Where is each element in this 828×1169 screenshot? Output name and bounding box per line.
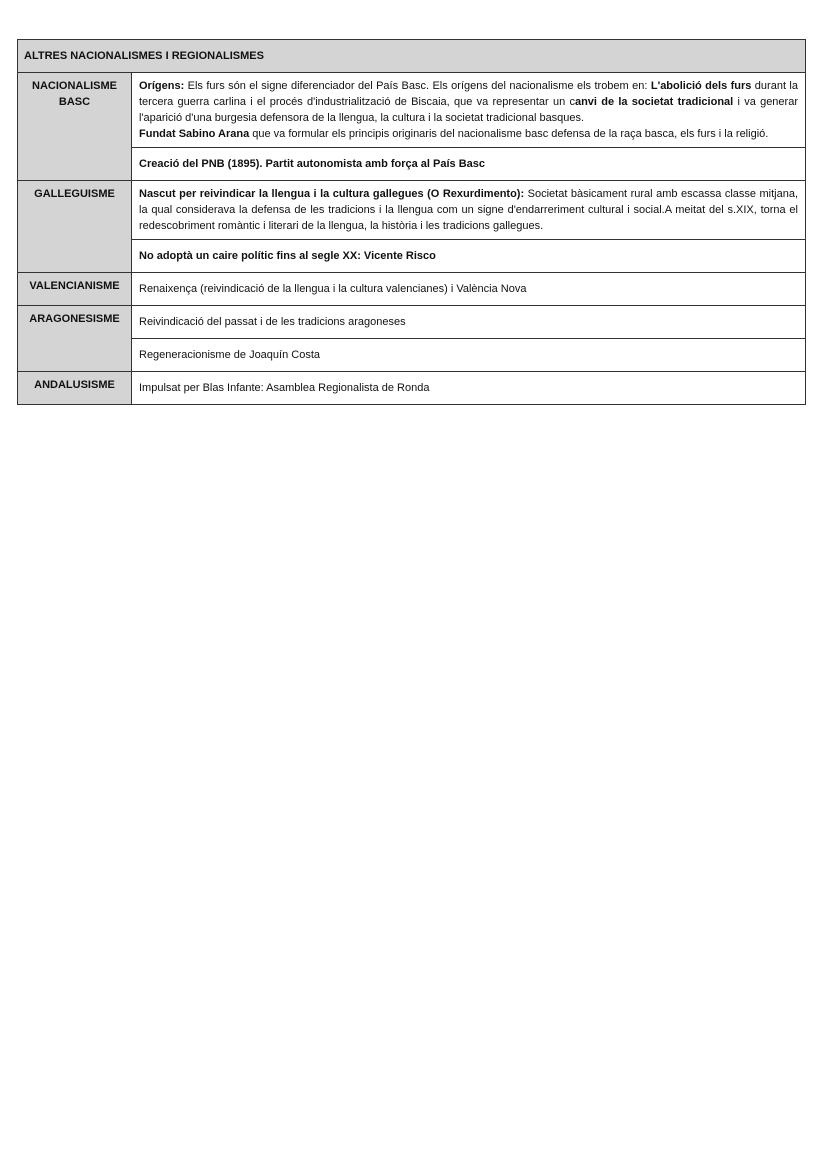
- table-header-row: [18, 40, 806, 73]
- table-row: [18, 372, 806, 405]
- andal-cell: Impulsat per Blas Infante: Asamblea Regionalista de Ronda: [132, 372, 806, 405]
- basc-founder-paragraph: [139, 126, 798, 142]
- bold-text: Nascut per reivindicar la llengua i la cultura gallegues (O Rexurdimento):: [139, 188, 525, 200]
- table-row: [18, 73, 806, 148]
- bold-text: No adoptà un caire polític fins al segle XX: Vicente Risco: [139, 250, 436, 262]
- table-row: [18, 273, 806, 306]
- row-label-aragonesisme: ARAGONESISME: [18, 306, 132, 372]
- text: Els furs són el signe diferenciador del País Basc. Els orígens del nacionalisme els trobem en:: [184, 80, 651, 92]
- arag-cell-2: Regeneracionisme de Joaquín Costa: [132, 339, 806, 372]
- bold-text: L'abolició dels furs: [650, 80, 752, 92]
- text: Societat bàsicament rural amb escassa classe mitjana, la qual considerava la defensa de les tradicions i la llengua com un signe d'endarreriment cultural i social.A meitat del s.XIX, torna el redescobriment romàntic i literari de la llengua, la història i les tradicions gallegues.: [139, 188, 799, 232]
- valenc-cell: Renaixença (reivindicació de la llengua i la cultura valencianes) i València Nova: [132, 273, 806, 306]
- text: i va generar l'aparició d'una burgesia defensora de la llengua, la cultura i la societat tradicional basques.: [139, 96, 798, 124]
- bold-text: Orígens:: [139, 80, 185, 92]
- text: durant la tercera guerra carlina i el procés d'industrialització de Biscaia, que va representar un c: [139, 80, 798, 108]
- basc-origins-cell: [132, 73, 806, 148]
- row-label-basc: NACIONALISME BASC: [18, 73, 132, 181]
- row-label-galleguisme: GALLEGUISME: [18, 181, 132, 273]
- regionalisms-table: [17, 39, 806, 405]
- table-row: [18, 306, 806, 339]
- bold-text: Creació del PNB (1895). Partit autonomista amb força al País Basc: [139, 158, 486, 170]
- table-title: ALTRES NACIONALISMES I REGIONALISMES: [18, 40, 806, 73]
- text: que va formular els principis originaris del nacionalisme basc defensa de la raça basca, els furs i la religió.: [249, 128, 769, 140]
- table-row: [18, 148, 806, 181]
- arag-cell-1: Reivindicació del passat i de les tradicions aragoneses: [132, 306, 806, 339]
- row-label-valencianisme: VALENCIANISME: [18, 273, 132, 306]
- galleg-origins-cell: [132, 181, 806, 240]
- row-label-andalusisme: ANDALUSISME: [18, 372, 132, 405]
- table-row: [18, 339, 806, 372]
- bold-text: Fundat Sabino Arana: [139, 128, 250, 140]
- table-row: [18, 240, 806, 273]
- basc-pnb-cell: [132, 148, 806, 181]
- basc-origins-paragraph: [139, 78, 798, 126]
- table-row: [18, 181, 806, 240]
- galleg-political-cell: [132, 240, 806, 273]
- bold-text: anvi de la societat tradicional: [574, 96, 734, 108]
